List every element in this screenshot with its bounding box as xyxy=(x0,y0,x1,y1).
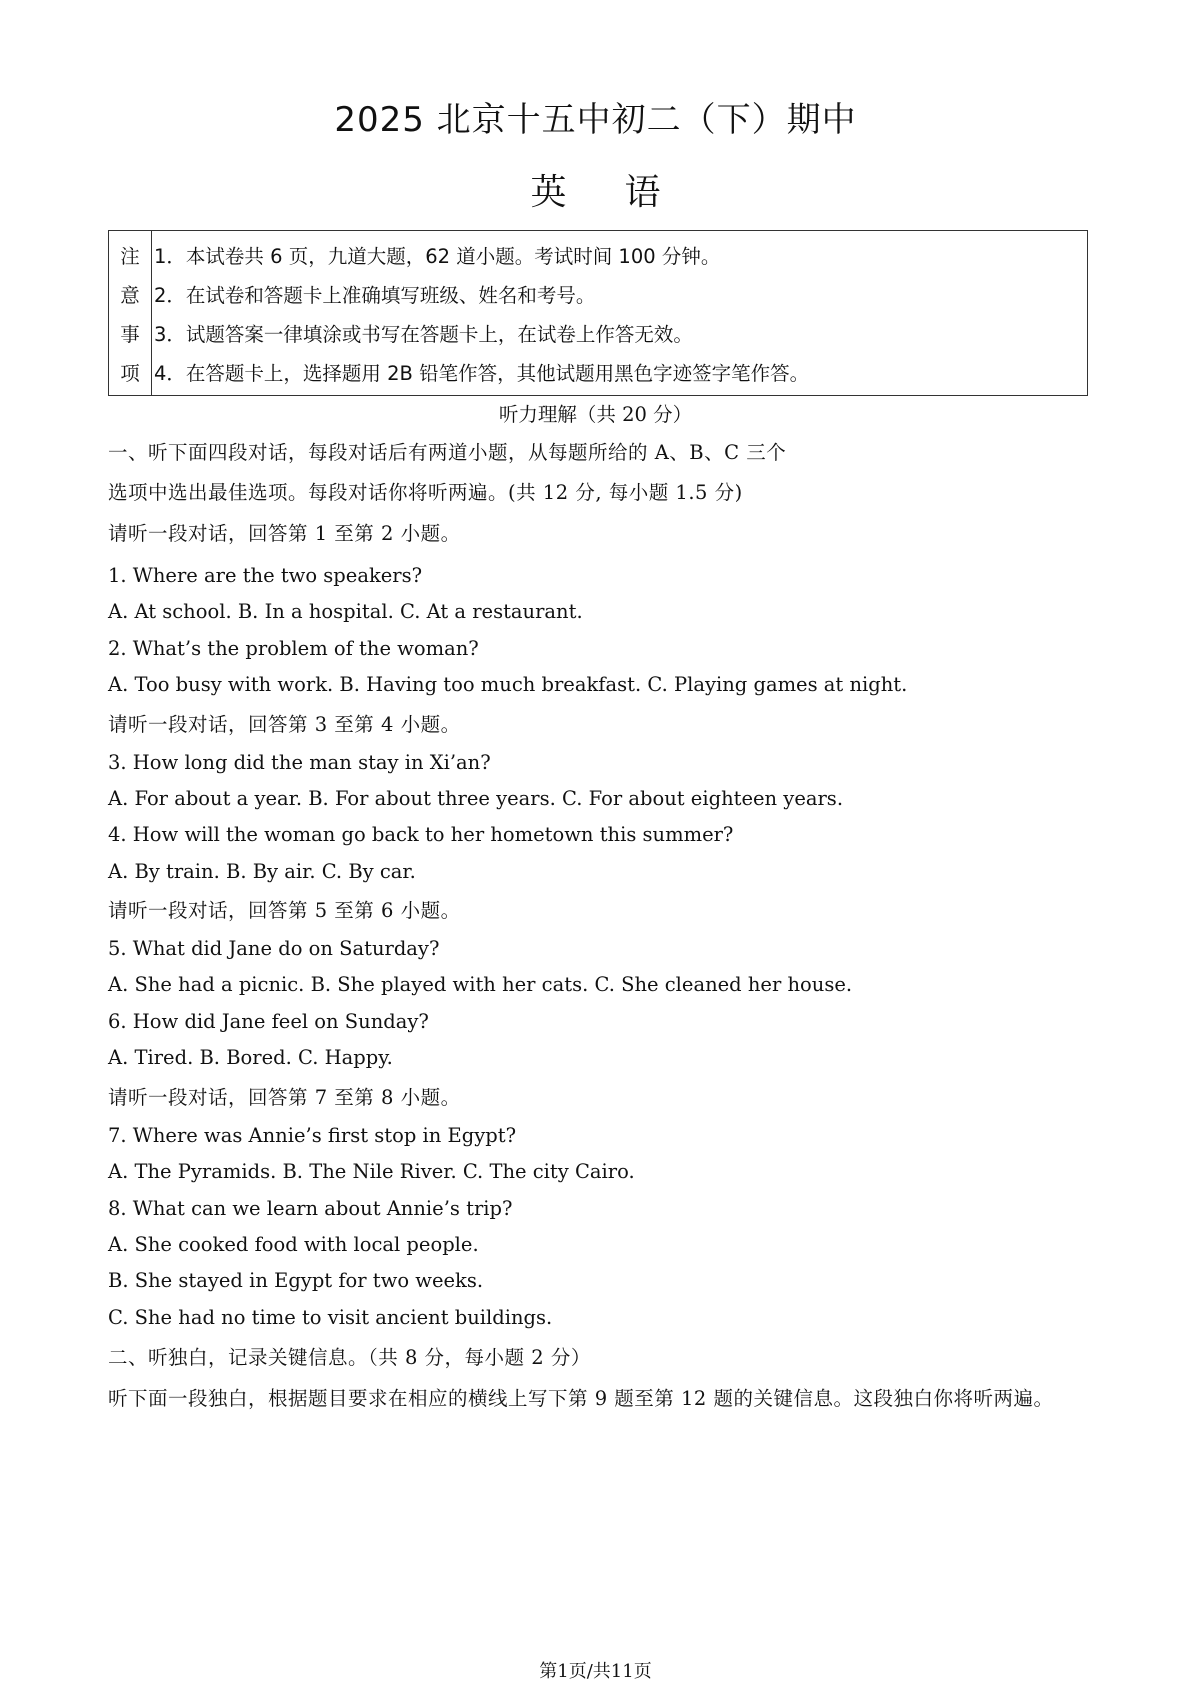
notice-items xyxy=(152,231,1087,395)
dialogue-prompt: 请听一段对话，回答第 1 至第 2 小题。 xyxy=(108,522,461,545)
answer-options: A. She had a picnic. B. She played with her cats. C. She cleaned her house. xyxy=(108,973,853,996)
question: 4. How will the woman go back to her hometown this summer? xyxy=(108,823,734,846)
notice-box xyxy=(108,230,1088,396)
notice-item: 1．本试卷共 6 页，九道大题，62 道小题。考试时间 100 分钟。 xyxy=(154,244,721,268)
question: 5. What did Jane do on Saturday? xyxy=(108,937,440,960)
answer-options: A. For about a year. B. For about three years. C. For about eighteen years. xyxy=(108,787,844,810)
dialogue-prompt: 请听一段对话，回答第 3 至第 4 小题。 xyxy=(108,713,461,736)
question: 2. What’s the problem of the woman? xyxy=(108,637,479,660)
notice-item: 3．试题答案一律填涂或书写在答题卡上，在试卷上作答无效。 xyxy=(154,322,693,346)
instruction-line: 一、听下面四段对话，每段对话后有两道小题，从每题所给的 A、B、C 三个 xyxy=(108,441,787,464)
answer-option: A. She cooked food with local people. xyxy=(108,1233,479,1256)
question: 1. Where are the two speakers? xyxy=(108,564,423,587)
section-two-heading: 二、听独白，记录关键信息。（共 8 分，每小题 2 分） xyxy=(108,1346,591,1369)
exam-title: 2025 北京十五中初二（下）期中 xyxy=(334,100,857,140)
answer-options: A. At school. B. In a hospital. C. At a restaurant. xyxy=(108,600,583,623)
question: 8. What can we learn about Annie’s trip? xyxy=(108,1197,513,1220)
question: 7. Where was Annie’s first stop in Egypt? xyxy=(108,1124,517,1147)
section-heading: 听力理解（共 20 分） xyxy=(498,403,693,426)
answer-options: A. By train. B. By air. C. By car. xyxy=(108,860,416,883)
answer-options: A. Too busy with work. B. Having too much breakfast. C. Playing games at night. xyxy=(108,673,908,696)
notice-label-char: 意 xyxy=(120,283,140,307)
question: 6. How did Jane feel on Sunday? xyxy=(108,1010,429,1033)
notice-label-char: 注 xyxy=(120,244,140,268)
notice-label-char: 项 xyxy=(120,361,140,385)
page-footer: 第1页/共11页 xyxy=(539,1661,652,1682)
instruction-line: 选项中选出最佳选项。每段对话你将听两遍。(共 12 分, 每小题 1.5 分) xyxy=(108,481,743,504)
instruction-line: 听下面一段独白，根据题目要求在相应的横线上写下第 9 题至第 12 题的关键信息。这段独白你将听两遍。 xyxy=(108,1387,1054,1410)
subject-title: 英语 xyxy=(530,172,719,213)
dialogue-prompt: 请听一段对话，回答第 7 至第 8 小题。 xyxy=(108,1086,461,1109)
answer-options: A. Tired. B. Bored. C. Happy. xyxy=(108,1046,393,1069)
answer-options: A. The Pyramids. B. The Nile River. C. The city Cairo. xyxy=(108,1160,635,1183)
notice-item: 2．在试卷和答题卡上准确填写班级、姓名和考号。 xyxy=(154,283,596,307)
notice-item: 4．在答题卡上，选择题用 2B 铅笔作答，其他试题用黑色字迹签字笔作答。 xyxy=(154,361,810,385)
notice-label-char: 事 xyxy=(120,322,140,346)
notice-label xyxy=(109,231,152,395)
dialogue-prompt: 请听一段对话，回答第 5 至第 6 小题。 xyxy=(108,899,461,922)
answer-option: B. She stayed in Egypt for two weeks. xyxy=(108,1269,484,1292)
question: 3. How long did the man stay in Xi’an? xyxy=(108,751,491,774)
answer-option: C. She had no time to visit ancient buildings. xyxy=(108,1306,553,1329)
